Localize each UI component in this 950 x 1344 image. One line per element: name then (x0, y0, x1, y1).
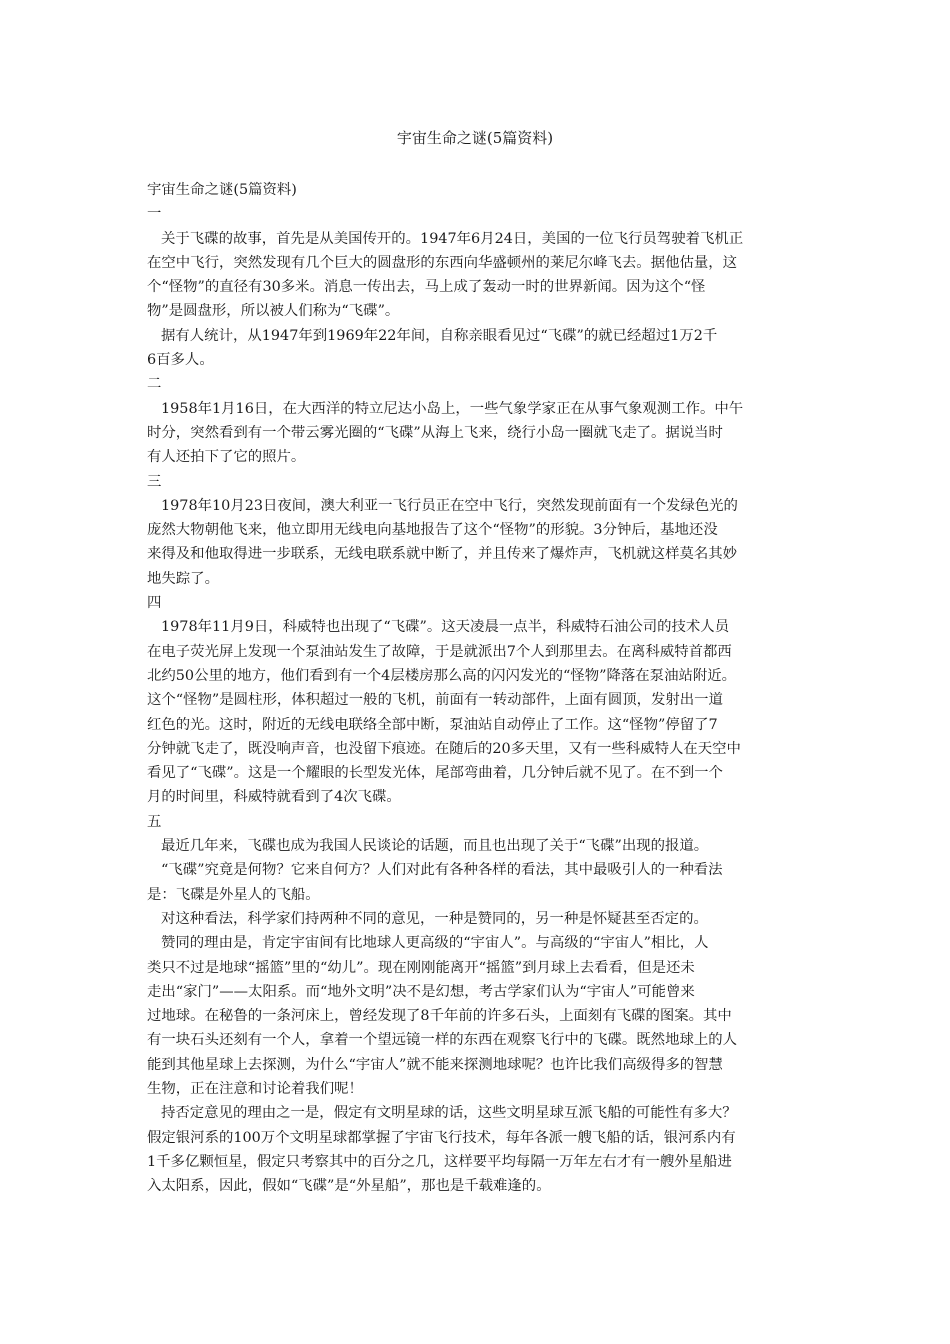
text-line: 1958年1月16日，在大西洋的特立尼达小岛上，一些气象学家正在从事气象观测工作。中午 (161, 400, 744, 417)
text-line: “飞碟”究竟是何物？它来自何方？人们对此有各种各样的看法，其中最吸引人的一种看法 (161, 862, 723, 879)
text-line: 过地球。在秘鲁的一条河床上，曾经发现了8千年前的许多石头，上面刻有飞碟的图案。其中 (147, 1008, 732, 1025)
text-line: 入太阳系，因此，假如“飞碟”是“外星船”，那也是千载难逢的。 (147, 1178, 551, 1195)
text-line: 三 (147, 473, 162, 490)
text-line: 有一块石头还刻有一个人，拿着一个望远镜一样的东西在观察飞行中的飞碟。既然地球上的人 (147, 1032, 738, 1049)
text-line: 据有人统计，从1947年到1969年22年间，自称亲眼看见过“飞碟”的就已经超过1万2千 (161, 327, 718, 344)
text-line: 一 (147, 206, 162, 223)
text-line: 在电子荧光屏上发现一个泵油站发生了故障，于是就派出7个人到那里去。在离科威特首都西 (147, 643, 732, 660)
text-line: 地失踪了。 (147, 570, 219, 587)
text-line: 类只不过是地球“摇篮”里的“幼儿”。现在刚刚能离开“摇篮”到月球上去看看，但是还未 (147, 959, 695, 976)
text-line: 来得及和他取得进一步联系，无线电联系就中断了，并且传来了爆炸声，飞机就这样莫名其妙 (147, 546, 738, 563)
text-line: 1978年11月9日，科威特也出现了“飞碟”。这天凌晨一点半，科威特石油公司的技术人员 (161, 619, 730, 636)
text-line: 这个“怪物”是圆柱形，体积超过一般的飞机，前面有一转动部件，上面有圆顶，发射出一道 (147, 692, 723, 709)
text-line: 有人还拍下了它的照片。 (147, 449, 306, 466)
text-line: 是：飞碟是外星人的飞船。 (147, 886, 320, 903)
text-line: 北约50公里的地方，他们看到有一个4层楼房那么高的闪闪发光的“怪物”降落在泵油站附近。 (147, 667, 737, 684)
text-line: 走出“家门”——太阳系。而“地外文明”决不是幻想，考古学家们认为“宇宙人”可能曾来 (147, 983, 695, 1000)
document-body (147, 178, 807, 1198)
text-line: 假定银河系的100万个文明星球都掌握了宇宙飞行技术，每年各派一艘飞船的话，银河系内有 (147, 1129, 736, 1146)
text-line: 五 (147, 813, 162, 830)
text-line: 庞然大物朝他飞来，他立即用无线电向基地报告了这个“怪物”的形貌。3分钟后，基地还没 (147, 522, 718, 539)
text-line: 最近几年来，飞碟也成为我国人民谈论的话题，而且也出现了关于“飞碟”出现的报道。 (161, 838, 709, 855)
text-line: 生物，正在注意和讨论着我们呢！ (147, 1080, 363, 1097)
text-line: 对这种看法，科学家们持两种不同的意见，一种是赞同的，另一种是怀疑甚至否定的。 (161, 910, 708, 927)
text-line: 分钟就飞走了，既没响声音，也没留下痕迹。在随后的20多天里，又有一些科威特人在天空中 (147, 740, 741, 757)
text-line: 6百多人。 (147, 352, 214, 369)
text-line: 能到其他星球上去探测，为什么“宇宙人”就不能来探测地球呢？也许比我们高级得多的智慧 (147, 1056, 723, 1073)
text-line: 关于飞碟的故事，首先是从美国传开的。1947年6月24日，美国的一位飞行员驾驶着飞机正 (161, 230, 744, 247)
page-title: 宇宙生命之谜(5篇资料) (396, 129, 554, 147)
text-line: 月的时间里，科威特就看到了4次飞碟。 (147, 789, 401, 806)
text-line: 二 (147, 376, 162, 393)
text-line: 持否定意见的理由之一是，假定有文明星球的话，这些文明星球互派飞船的可能性有多大？ (161, 1105, 737, 1122)
text-line: 1千多亿颗恒星，假定只考察其中的百分之几，这样要平均每隔一万年左右才有一艘外星船进 (147, 1153, 732, 1170)
text-line: 在空中飞行，突然发现有几个巨大的圆盘形的东西向华盛顿州的莱尼尔峰飞去。据他估量，这 (147, 254, 738, 271)
text-line: 红色的光。这时，附近的无线电联络全部中断，泵油站自动停止了工作。这“怪物”停留了7 (147, 716, 718, 733)
text-line: 时分，突然看到有一个带云雾光圈的“飞碟”从海上飞来，绕行小岛一圈就飞走了。据说当时 (147, 424, 723, 441)
text-line: 赞同的理由是，肯定宇宙间有比地球人更高级的“宇宙人”。与高级的“宇宙人”相比，人 (161, 935, 709, 952)
text-line: 1978年10月23日夜间，澳大利亚一飞行员正在空中飞行，突然发现前面有一个发绿色光的 (161, 497, 738, 514)
text-line: 个“怪物”的直径有30多米。消息一传出去，马上成了轰动一时的世界新闻。因为这个“怪 (147, 279, 706, 296)
text-line: 物”是圆盘形，所以被人们称为“飞碟”。 (147, 303, 400, 320)
text-line: 四 (147, 595, 162, 612)
text-line: 宇宙生命之谜(5篇资料) (147, 182, 297, 198)
text-line: 看见了“飞碟”。这是一个耀眼的长型发光体，尾部弯曲着，几分钟后就不见了。在不到一个 (147, 765, 723, 782)
